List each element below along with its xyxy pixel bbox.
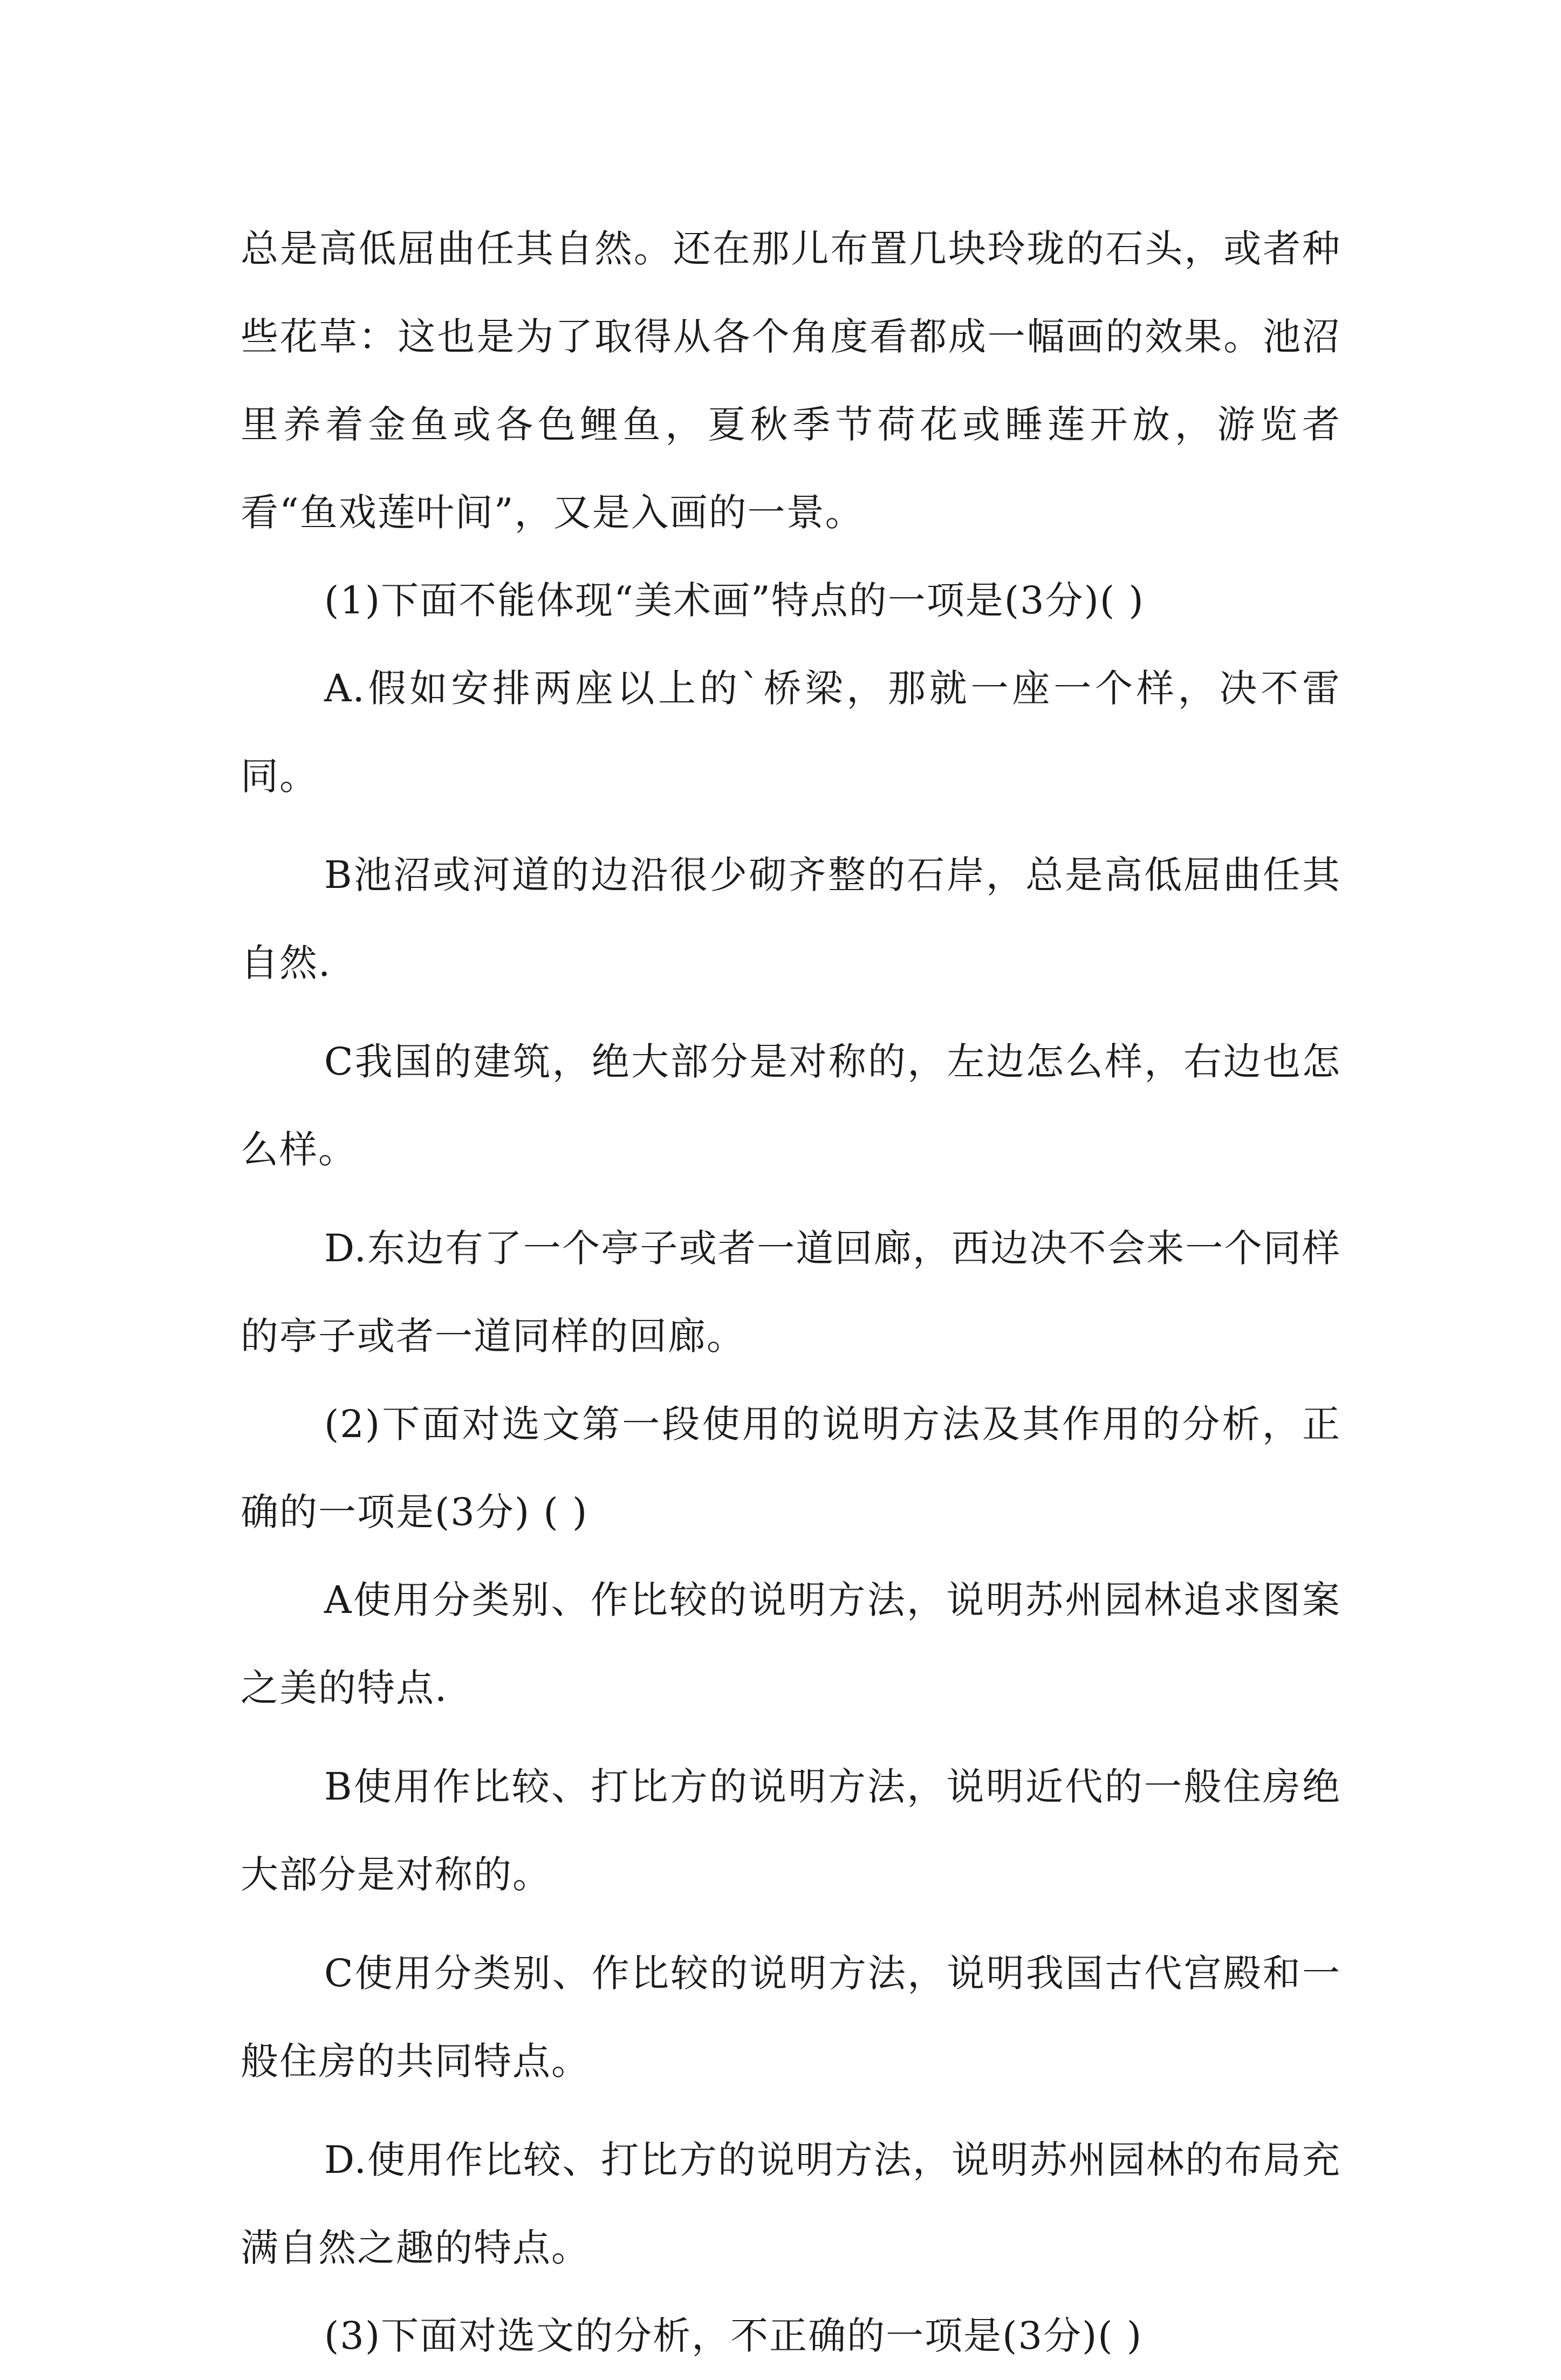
question-2-option-a: A使用分类别、作比较的说明方法，说明苏州园林追求图案之美的特点. bbox=[241, 1578, 1341, 1710]
question-2-option-c: C使用分类别、作比较的说明方法，说明我国古代宫殿和一般住房的共同特点。 bbox=[241, 1951, 1341, 2083]
question-1-stem: (1)下面不能体现“美术画”特点的一项是(3分)( ) bbox=[324, 578, 1145, 623]
document-body bbox=[241, 205, 1341, 2380]
passage-continuation: 总是高低屈曲任其自然。还在那儿布置几块玲珑的石头，或者种些花草：这也是为了取得从各个角度看都成一幅画的效果。池沼里养着金鱼或各色鲤鱼，夏秋季节荷花或睡莲开放，游览者看“鱼戏莲叶间”，又是入画的一景。 bbox=[241, 227, 1341, 535]
question-1-option-c: C我国的建筑，绝大部分是对称的，左边怎么样，右边也怎么样。 bbox=[241, 1039, 1341, 1172]
question-1-option-a: A.假如安排两座以上的`桥梁，那就一座一个样，决不雷同。 bbox=[241, 666, 1341, 798]
question-2-option-d: D.使用作比较、打比方的说明方法，说明苏州园林的布局充满自然之趣的特点。 bbox=[241, 2138, 1341, 2270]
question-3-stem: (3)下面对选文的分析，不正确的一项是(3分)( ) bbox=[324, 2314, 1143, 2358]
question-1-option-b: B池沼或河道的边沿很少砌齐整的石岸，总是高低屈曲任其自然. bbox=[241, 853, 1341, 985]
question-2-option-b: B使用作比较、打比方的说明方法，说明近代的一般住房绝大部分是对称的。 bbox=[241, 1765, 1341, 1897]
question-1-option-d: D.东边有了一个亭子或者一道回廊，西边决不会来一个同样的亭子或者一道同样的回廊。 bbox=[241, 1226, 1341, 1358]
question-2-stem: (2)下面对选文第一段使用的说明方法及其作用的分析，正确的一项是(3分) ( ) bbox=[241, 1402, 1341, 1534]
